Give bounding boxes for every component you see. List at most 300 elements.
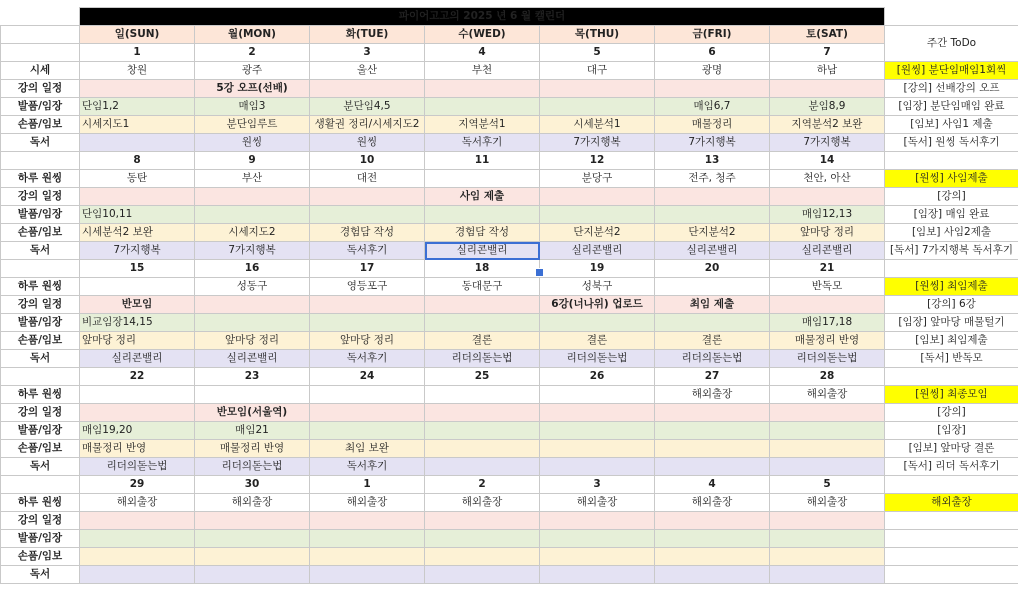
order-cell[interactable] xyxy=(425,98,540,116)
loss-cell[interactable]: 매물정리 반영 xyxy=(195,440,310,458)
loss-cell[interactable]: 시세분석1 xyxy=(540,116,655,134)
lecture-cell[interactable] xyxy=(770,404,885,422)
city-cell[interactable]: 대전 xyxy=(310,170,425,188)
lecture-row xyxy=(1,296,1018,314)
weekly-todo-item[interactable]: [임장] xyxy=(885,422,1018,440)
date-cell[interactable]: 4 xyxy=(655,476,770,494)
todo-blank[interactable] xyxy=(885,476,1018,494)
date-cell[interactable]: 2 xyxy=(425,476,540,494)
book-cell[interactable]: 7가지행복 xyxy=(80,242,195,260)
book-cell[interactable] xyxy=(310,566,425,584)
date-cell[interactable]: 11 xyxy=(425,152,540,170)
row-label-city[interactable]: 하루 원씽 xyxy=(1,278,80,296)
city-cell[interactable]: 하남 xyxy=(770,62,885,80)
city-cell[interactable] xyxy=(425,170,540,188)
city-cell[interactable] xyxy=(80,278,195,296)
loss-cell[interactable]: 결론 xyxy=(655,332,770,350)
order-cell[interactable]: 분임8,9 xyxy=(770,98,885,116)
book-cell[interactable]: 리더의돋는법 xyxy=(655,350,770,368)
row-label-order[interactable]: 발품/임장 xyxy=(1,422,80,440)
lecture-cell[interactable]: 최임 제출 xyxy=(655,296,770,314)
todo-blank[interactable] xyxy=(885,152,1018,170)
order-cell[interactable] xyxy=(655,314,770,332)
date-cell[interactable]: 20 xyxy=(655,260,770,278)
lecture-cell[interactable]: 사임 제출 xyxy=(425,188,540,206)
loss-cell[interactable] xyxy=(655,440,770,458)
book-cell[interactable]: 리더의돋는법 xyxy=(540,350,655,368)
book-cell[interactable] xyxy=(655,458,770,476)
weekly-todo-item[interactable]: [강의] xyxy=(885,404,1018,422)
lecture-cell[interactable] xyxy=(195,512,310,530)
date-cell[interactable]: 1 xyxy=(310,476,425,494)
loss-cell[interactable]: 단지분석2 xyxy=(540,224,655,242)
loss-cell[interactable] xyxy=(770,548,885,566)
city-cell[interactable] xyxy=(310,386,425,404)
city-cell[interactable]: 분당구 xyxy=(540,170,655,188)
loss-cell[interactable]: 시세분석2 보완 xyxy=(80,224,195,242)
day-header-0[interactable]: 일(SUN) xyxy=(80,26,195,44)
book-cell[interactable]: 7가지행복 xyxy=(540,134,655,152)
weekly-todo-item[interactable]: [독서] 리더 독서후기 xyxy=(885,458,1018,476)
order-cell[interactable] xyxy=(80,530,195,548)
date-cell[interactable]: 30 xyxy=(195,476,310,494)
lecture-cell[interactable] xyxy=(770,296,885,314)
order-cell[interactable] xyxy=(540,98,655,116)
order-cell[interactable] xyxy=(770,530,885,548)
loss-cell[interactable]: 시세지도2 xyxy=(195,224,310,242)
loss-cell[interactable]: 앞마당 정리 xyxy=(770,224,885,242)
city-cell[interactable]: 해외출장 xyxy=(655,386,770,404)
weekly-todo-item[interactable]: [임장] 매임 완료 xyxy=(885,206,1018,224)
row-label-order[interactable]: 발품/임장 xyxy=(1,206,80,224)
date-cell[interactable]: 29 xyxy=(80,476,195,494)
order-cell[interactable]: 매임21 xyxy=(195,422,310,440)
date-cell[interactable]: 28 xyxy=(770,368,885,386)
date-cell[interactable]: 15 xyxy=(80,260,195,278)
book-cell[interactable] xyxy=(425,566,540,584)
order-cell[interactable] xyxy=(540,206,655,224)
city-cell[interactable]: 광명 xyxy=(655,62,770,80)
date-cell[interactable]: 17 xyxy=(310,260,425,278)
date-cell[interactable]: 10 xyxy=(310,152,425,170)
date-cell[interactable]: 21 xyxy=(770,260,885,278)
order-cell[interactable] xyxy=(540,530,655,548)
row-label-loss[interactable]: 손품/임보 xyxy=(1,116,80,134)
row-label-book[interactable]: 독서 xyxy=(1,350,80,368)
loss-row xyxy=(1,548,1018,566)
loss-cell[interactable] xyxy=(770,440,885,458)
date-cell[interactable]: 1 xyxy=(80,44,195,62)
selection-handle[interactable] xyxy=(535,268,544,277)
city-row xyxy=(1,170,1018,188)
date-cell[interactable]: 24 xyxy=(310,368,425,386)
lecture-cell[interactable] xyxy=(425,404,540,422)
lecture-cell[interactable] xyxy=(540,80,655,98)
row-label-order[interactable]: 발품/임장 xyxy=(1,98,80,116)
date-cell[interactable]: 26 xyxy=(540,368,655,386)
row-label-book[interactable]: 독서 xyxy=(1,566,80,584)
book-cell[interactable]: 실리콘밸리 xyxy=(425,242,540,260)
order-cell[interactable] xyxy=(310,314,425,332)
loss-cell[interactable] xyxy=(425,548,540,566)
row-label-order[interactable]: 발품/임장 xyxy=(1,314,80,332)
loss-cell[interactable] xyxy=(540,440,655,458)
book-cell[interactable] xyxy=(80,134,195,152)
date-row xyxy=(1,152,1018,170)
weekly-todo-item[interactable] xyxy=(885,548,1018,566)
order-row xyxy=(1,98,1018,116)
lecture-cell[interactable] xyxy=(655,80,770,98)
city-cell[interactable]: 전주, 청주 xyxy=(655,170,770,188)
loss-row xyxy=(1,116,1018,134)
book-cell[interactable]: 7가지행복 xyxy=(655,134,770,152)
city-cell[interactable]: 성북구 xyxy=(540,278,655,296)
order-cell[interactable] xyxy=(770,422,885,440)
book-cell[interactable] xyxy=(655,566,770,584)
weekly-todo-item[interactable]: [강의] xyxy=(885,188,1018,206)
loss-row xyxy=(1,332,1018,350)
city-cell[interactable]: 대구 xyxy=(540,62,655,80)
book-cell[interactable]: 원씽 xyxy=(310,134,425,152)
row-label-lecture[interactable]: 강의 일정 xyxy=(1,188,80,206)
lecture-cell[interactable] xyxy=(310,404,425,422)
order-cell[interactable] xyxy=(310,530,425,548)
loss-cell[interactable]: 지역분석1 xyxy=(425,116,540,134)
book-cell[interactable]: 원씽 xyxy=(195,134,310,152)
weekly-todo-item[interactable]: [임보] 사임2제출 xyxy=(885,224,1018,242)
date-cell[interactable]: 18 xyxy=(425,260,540,278)
day-header-1[interactable]: 월(MON) xyxy=(195,26,310,44)
book-cell[interactable]: 리더의돋는법 xyxy=(195,458,310,476)
loss-cell[interactable]: 분단임루트 xyxy=(195,116,310,134)
book-cell[interactable] xyxy=(770,458,885,476)
date-cell[interactable]: 16 xyxy=(195,260,310,278)
lecture-row xyxy=(1,188,1018,206)
loss-cell[interactable]: 생활권 정리/시세지도2 xyxy=(310,116,425,134)
city-cell[interactable]: 해외출장 xyxy=(80,494,195,512)
order-cell[interactable] xyxy=(425,206,540,224)
city-cell[interactable]: 해외출장 xyxy=(770,494,885,512)
book-row xyxy=(1,566,1018,584)
lecture-cell[interactable] xyxy=(655,404,770,422)
calendar-grid xyxy=(0,7,1018,584)
date-cell[interactable]: 13 xyxy=(655,152,770,170)
lecture-cell[interactable]: 반모임 xyxy=(80,296,195,314)
book-cell[interactable]: 독서후기 xyxy=(425,134,540,152)
book-row xyxy=(1,134,1018,152)
weekly-todo-header[interactable]: 주간 ToDo xyxy=(885,26,1018,62)
title-row xyxy=(1,8,1018,26)
date-cell[interactable]: 9 xyxy=(195,152,310,170)
city-cell[interactable] xyxy=(80,386,195,404)
row-label-loss[interactable]: 손품/임보 xyxy=(1,224,80,242)
weekly-todo-item[interactable] xyxy=(885,566,1018,584)
order-cell[interactable] xyxy=(655,206,770,224)
book-cell[interactable]: 실리콘밸리 xyxy=(195,350,310,368)
row-label-book[interactable]: 독서 xyxy=(1,134,80,152)
book-cell[interactable]: 리더의돋는법 xyxy=(80,458,195,476)
order-cell[interactable] xyxy=(195,314,310,332)
order-cell[interactable]: 매임17,18 xyxy=(770,314,885,332)
book-cell[interactable] xyxy=(540,458,655,476)
loss-cell[interactable]: 매물정리 반영 xyxy=(770,332,885,350)
weekly-todo-item[interactable]: [원씽] 사임제출 xyxy=(885,170,1018,188)
lecture-cell[interactable] xyxy=(540,512,655,530)
city-cell[interactable]: 해외출장 xyxy=(655,494,770,512)
weekly-todo-item[interactable]: 해외출장 xyxy=(885,494,1018,512)
weekly-todo-item[interactable]: [임장] 앞마당 매물털기 xyxy=(885,314,1018,332)
lecture-row xyxy=(1,512,1018,530)
order-cell[interactable] xyxy=(425,422,540,440)
city-cell[interactable]: 해외출장 xyxy=(425,494,540,512)
book-row xyxy=(1,242,1018,260)
day-header-2[interactable]: 화(TUE) xyxy=(310,26,425,44)
city-cell[interactable]: 부산 xyxy=(195,170,310,188)
day-header-4[interactable]: 목(THU) xyxy=(540,26,655,44)
city-cell[interactable] xyxy=(425,386,540,404)
book-cell[interactable]: 독서후기 xyxy=(310,458,425,476)
date-cell[interactable]: 5 xyxy=(540,44,655,62)
date-row-blank[interactable] xyxy=(1,260,80,278)
date-cell[interactable]: 3 xyxy=(310,44,425,62)
lecture-cell[interactable] xyxy=(80,512,195,530)
lecture-cell[interactable] xyxy=(310,80,425,98)
loss-cell[interactable] xyxy=(655,548,770,566)
order-cell[interactable] xyxy=(425,530,540,548)
book-cell[interactable]: 실리콘밸리 xyxy=(540,242,655,260)
row-label-loss[interactable]: 손품/임보 xyxy=(1,548,80,566)
loss-cell[interactable]: 단지분석2 xyxy=(655,224,770,242)
date-row-blank[interactable] xyxy=(1,44,80,62)
city-cell[interactable] xyxy=(540,386,655,404)
city-cell[interactable] xyxy=(195,386,310,404)
book-cell[interactable]: 실리콘밸리 xyxy=(655,242,770,260)
city-cell[interactable]: 반독모 xyxy=(770,278,885,296)
loss-cell[interactable]: 경험담 작성 xyxy=(310,224,425,242)
loss-cell[interactable]: 시세지도1 xyxy=(80,116,195,134)
lecture-cell[interactable] xyxy=(425,512,540,530)
day-name-row xyxy=(1,26,1018,44)
date-cell[interactable]: 3 xyxy=(540,476,655,494)
todo-blank[interactable] xyxy=(885,260,1018,278)
order-cell[interactable]: 단임10,11 xyxy=(80,206,195,224)
row-label-loss[interactable]: 손품/임보 xyxy=(1,440,80,458)
lecture-cell[interactable]: 반모임(서울역) xyxy=(195,404,310,422)
day-header-5[interactable]: 금(FRI) xyxy=(655,26,770,44)
book-cell[interactable]: 독서후기 xyxy=(310,242,425,260)
weekly-todo-item[interactable]: [원씽] 최종모임 xyxy=(885,386,1018,404)
corner-cell[interactable] xyxy=(1,8,80,26)
date-cell[interactable]: 7 xyxy=(770,44,885,62)
loss-cell[interactable]: 지역분석2 보완 xyxy=(770,116,885,134)
weekly-todo-item[interactable]: [독서] 원씽 독서후기 xyxy=(885,134,1018,152)
city-cell[interactable]: 동탄 xyxy=(80,170,195,188)
lecture-cell[interactable] xyxy=(770,512,885,530)
book-cell[interactable] xyxy=(425,458,540,476)
loss-cell[interactable] xyxy=(80,548,195,566)
city-cell[interactable]: 해외출장 xyxy=(310,494,425,512)
book-cell[interactable] xyxy=(195,566,310,584)
date-cell[interactable]: 22 xyxy=(80,368,195,386)
book-cell[interactable] xyxy=(770,566,885,584)
lecture-cell[interactable] xyxy=(310,296,425,314)
loss-cell[interactable]: 매물정리 xyxy=(655,116,770,134)
order-cell[interactable] xyxy=(425,314,540,332)
city-cell[interactable]: 광주 xyxy=(195,62,310,80)
lecture-cell[interactable] xyxy=(310,512,425,530)
calendar-title: 파이어고고의 2025 년 6 월 캘린더 xyxy=(80,8,885,26)
order-cell[interactable]: 비교임장14,15 xyxy=(80,314,195,332)
weekly-todo-item[interactable]: [임장] 분단임매임 완료 xyxy=(885,98,1018,116)
date-cell[interactable]: 8 xyxy=(80,152,195,170)
lecture-cell[interactable] xyxy=(80,80,195,98)
date-row-blank[interactable] xyxy=(1,368,80,386)
lecture-cell[interactable] xyxy=(770,80,885,98)
city-cell[interactable] xyxy=(655,278,770,296)
loss-cell[interactable] xyxy=(425,440,540,458)
weekly-todo-item[interactable] xyxy=(885,530,1018,548)
date-cell[interactable]: 2 xyxy=(195,44,310,62)
date-cell[interactable]: 14 xyxy=(770,152,885,170)
lecture-cell[interactable] xyxy=(425,296,540,314)
loss-cell[interactable] xyxy=(195,548,310,566)
row-label-city[interactable]: 하루 원씽 xyxy=(1,170,80,188)
day-header-3[interactable]: 수(WED) xyxy=(425,26,540,44)
day-name-blank[interactable] xyxy=(1,26,80,44)
book-cell[interactable]: 실리콘밸리 xyxy=(80,350,195,368)
order-cell[interactable] xyxy=(540,314,655,332)
title-row-blank[interactable] xyxy=(885,8,1018,26)
city-cell[interactable]: 영등포구 xyxy=(310,278,425,296)
day-header-6[interactable]: 토(SAT) xyxy=(770,26,885,44)
city-cell[interactable]: 해외출장 xyxy=(195,494,310,512)
lecture-cell[interactable] xyxy=(195,296,310,314)
date-cell[interactable]: 27 xyxy=(655,368,770,386)
row-label-lecture[interactable]: 강의 일정 xyxy=(1,296,80,314)
order-cell[interactable]: 매임19,20 xyxy=(80,422,195,440)
loss-cell[interactable]: 앞마당 정리 xyxy=(80,332,195,350)
row-label-loss[interactable]: 손품/임보 xyxy=(1,332,80,350)
date-cell[interactable]: 5 xyxy=(770,476,885,494)
order-cell[interactable] xyxy=(655,530,770,548)
order-cell[interactable]: 분단임4,5 xyxy=(310,98,425,116)
loss-cell[interactable]: 결론 xyxy=(425,332,540,350)
date-row xyxy=(1,476,1018,494)
date-cell[interactable]: 25 xyxy=(425,368,540,386)
weekly-todo-item[interactable]: [독서] 반독모 xyxy=(885,350,1018,368)
lecture-cell[interactable] xyxy=(195,188,310,206)
row-label-lecture[interactable]: 강의 일정 xyxy=(1,80,80,98)
date-row-blank[interactable] xyxy=(1,152,80,170)
book-cell[interactable] xyxy=(540,566,655,584)
order-row xyxy=(1,206,1018,224)
date-cell[interactable]: 4 xyxy=(425,44,540,62)
row-label-lecture[interactable]: 강의 일정 xyxy=(1,404,80,422)
loss-cell[interactable] xyxy=(540,548,655,566)
todo-blank[interactable] xyxy=(885,368,1018,386)
city-cell[interactable]: 동대문구 xyxy=(425,278,540,296)
lecture-cell[interactable] xyxy=(540,188,655,206)
row-label-lecture[interactable]: 강의 일정 xyxy=(1,512,80,530)
city-cell[interactable]: 울산 xyxy=(310,62,425,80)
weekly-todo-item[interactable]: [임보] 앞마당 결론 xyxy=(885,440,1018,458)
order-cell[interactable]: 단임1,2 xyxy=(80,98,195,116)
weekly-todo-item[interactable]: [임보] 사임1 제출 xyxy=(885,116,1018,134)
lecture-cell[interactable] xyxy=(80,188,195,206)
order-cell[interactable] xyxy=(310,206,425,224)
row-label-city[interactable]: 하루 원씽 xyxy=(1,494,80,512)
city-cell[interactable]: 천안, 아산 xyxy=(770,170,885,188)
lecture-cell[interactable]: 5강 오프(선배) xyxy=(195,80,310,98)
loss-cell[interactable]: 최임 보완 xyxy=(310,440,425,458)
row-label-city[interactable]: 하루 원씽 xyxy=(1,386,80,404)
weekly-todo-item[interactable]: [임보] 최임제출 xyxy=(885,332,1018,350)
weekly-todo-item[interactable]: [원씽] 최임제출 xyxy=(885,278,1018,296)
lecture-cell[interactable] xyxy=(80,404,195,422)
city-cell[interactable]: 해외출장 xyxy=(770,386,885,404)
lecture-cell[interactable] xyxy=(310,188,425,206)
loss-cell[interactable]: 결론 xyxy=(540,332,655,350)
loss-cell[interactable]: 매물정리 반영 xyxy=(80,440,195,458)
row-label-book[interactable]: 독서 xyxy=(1,242,80,260)
row-label-book[interactable]: 독서 xyxy=(1,458,80,476)
order-cell[interactable]: 매임12,13 xyxy=(770,206,885,224)
order-cell[interactable]: 매임6,7 xyxy=(655,98,770,116)
date-cell[interactable]: 23 xyxy=(195,368,310,386)
order-cell[interactable] xyxy=(540,422,655,440)
order-cell[interactable] xyxy=(310,422,425,440)
date-row-blank[interactable] xyxy=(1,476,80,494)
weekly-todo-item[interactable]: [독서] 7가지행복 독서후기 xyxy=(885,242,1018,260)
city-row xyxy=(1,386,1018,404)
weekly-todo-item[interactable]: [강의] 선배강의 오프 xyxy=(885,80,1018,98)
city-cell[interactable]: 성동구 xyxy=(195,278,310,296)
lecture-cell[interactable] xyxy=(655,188,770,206)
book-cell[interactable]: 리더의돋는법 xyxy=(770,350,885,368)
order-cell[interactable] xyxy=(195,530,310,548)
date-cell[interactable]: 6 xyxy=(655,44,770,62)
weekly-todo-item[interactable] xyxy=(885,512,1018,530)
date-cell[interactable]: 19 xyxy=(540,260,655,278)
book-cell[interactable]: 리더의돋는법 xyxy=(425,350,540,368)
date-cell[interactable]: 12 xyxy=(540,152,655,170)
book-cell[interactable]: 7가지행복 xyxy=(195,242,310,260)
loss-cell[interactable]: 앞마당 정리 xyxy=(310,332,425,350)
order-cell[interactable] xyxy=(195,206,310,224)
book-cell[interactable]: 실리콘밸리 xyxy=(770,242,885,260)
lecture-cell[interactable]: 6강(너나위) 업로드 xyxy=(540,296,655,314)
lecture-cell[interactable] xyxy=(425,80,540,98)
row-label-city[interactable]: 시세 xyxy=(1,62,80,80)
book-cell[interactable]: 독서후기 xyxy=(310,350,425,368)
lecture-cell[interactable] xyxy=(770,188,885,206)
book-cell[interactable] xyxy=(80,566,195,584)
loss-cell[interactable]: 앞마당 정리 xyxy=(195,332,310,350)
order-cell[interactable]: 매임3 xyxy=(195,98,310,116)
loss-cell[interactable] xyxy=(310,548,425,566)
city-cell[interactable]: 해외출장 xyxy=(540,494,655,512)
city-cell[interactable]: 창원 xyxy=(80,62,195,80)
order-cell[interactable] xyxy=(655,422,770,440)
lecture-cell[interactable] xyxy=(655,512,770,530)
row-label-order[interactable]: 발품/임장 xyxy=(1,530,80,548)
city-cell[interactable]: 부천 xyxy=(425,62,540,80)
weekly-todo-item[interactable]: [강의] 6강 xyxy=(885,296,1018,314)
lecture-cell[interactable] xyxy=(540,404,655,422)
loss-cell[interactable]: 경험담 작성 xyxy=(425,224,540,242)
book-cell[interactable]: 7가지행복 xyxy=(770,134,885,152)
weekly-todo-item[interactable]: [원씽] 분단임매임1회씩 xyxy=(885,62,1018,80)
